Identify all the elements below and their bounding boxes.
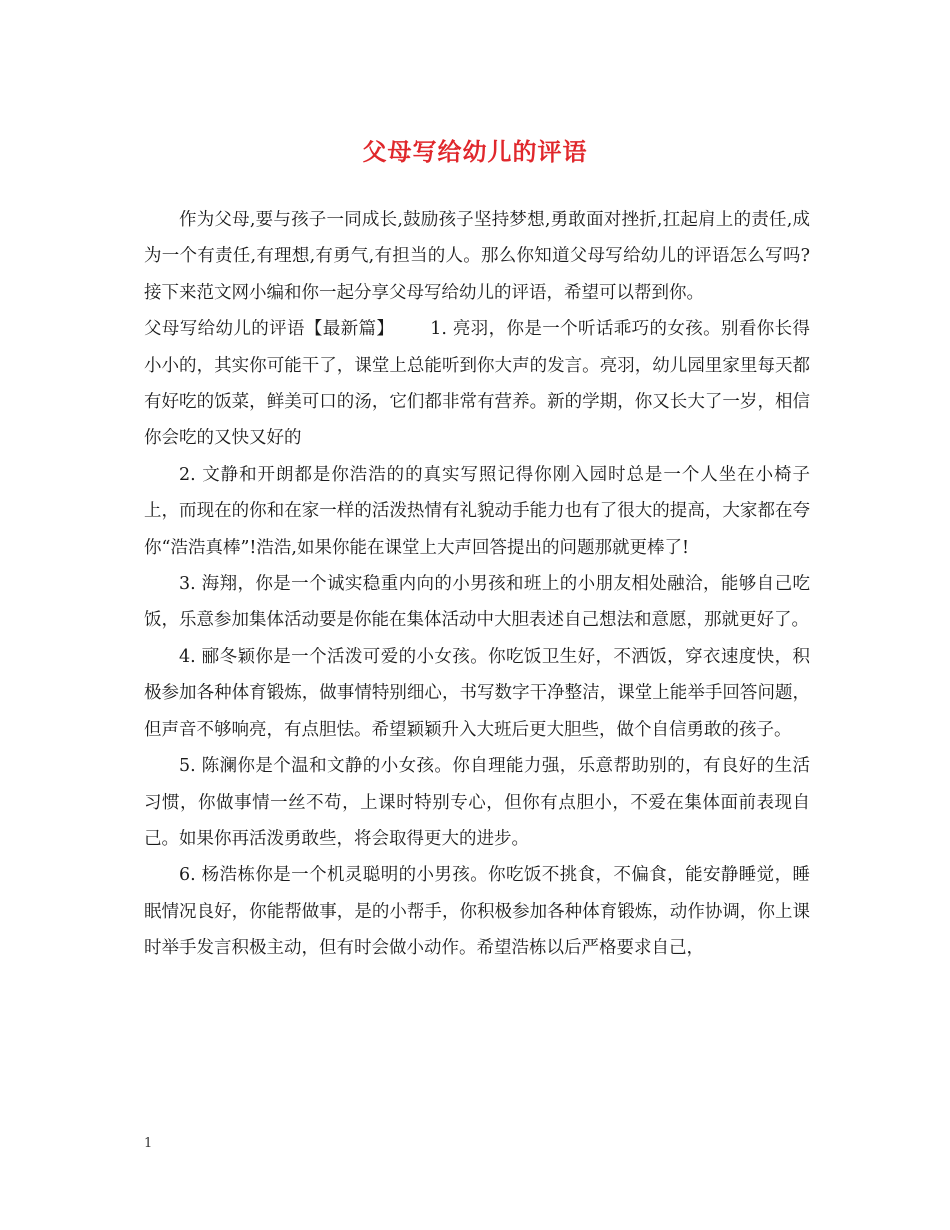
section-label: 父母写给幼儿的评语【最新篇】 [144,319,395,340]
section-paragraph [144,311,810,457]
comment-item-3: 3. 海翔，你是一个诚实稳重内向的小男孩和班上的小朋友相处融洽，能够自己吃饭，乐意参加集体活动要是你能在集体活动中大胆表述自己想法和意愿，那就更好了。 [144,574,810,631]
document-title: 父母写给幼儿的评语 [362,137,588,166]
comment-item-4: 4. 郦冬颖你是一个活泼可爱的小女孩。你吃饭卫生好，不洒饭，穿衣速度快，积极参加各种体育锻炼，做事情特别细心，书写数字干净整洁，课堂上能举手回答问题，但声音不够响亮，有点胆怯。希望颖颖升入大班后更大胆些，做个自信勇敢的孩子。 [144,646,810,740]
comment-item-2: 2. 文静和开朗都是你浩浩的的真实写照记得你刚入园时总是一个人坐在小椅子上，而现在的你和在家一样的活泼热情有礼貌动手能力也有了很大的提高，大家都在夸你“浩浩真棒”!浩浩,如果你能在课堂上大声回答提出的问题那就更棒了! [144,464,810,558]
comment-item-6: 6. 杨浩栋你是一个机灵聪明的小男孩。你吃饭不挑食，不偏食，能安静睡觉，睡眠情况良好，你能帮做事，是的小帮手，你积极参加各种体育锻炼，动作协调，你上课时举手发言积极主动，但有时会做小动作。希望浩栋以后严格要求自己， [144,865,810,959]
comment-item-1: 1. 亮羽，你是一个听话乖巧的女孩。别看你长得小小的，其实你可能干了，课堂上总能听到你大声的发言。亮羽，幼儿园里家里每天都有好吃的饭菜，鲜美可口的汤，它们都非常有营养。新的学期，你又长大了一岁，相信你会吃的又快又好的 [144,319,810,449]
document-body [144,202,810,967]
intro-paragraph: 作为父母,要与孩子一同成长,鼓励孩子坚持梦想,勇敢面对挫折,扛起肩上的责任,成为一个有责任,有理想,有勇气,有担当的人。那么你知道父母写给幼儿的评语怎么写吗?接下来范文网小编和你一起分享父母写给幼儿的评语，希望可以帮到你。 [144,210,810,303]
comment-item-5: 5. 陈澜你是个温和文静的小女孩。你自理能力强，乐意帮助别的，有良好的生活习惯，你做事情一丝不苟，上课时特别专心，但你有点胆小，不爱在集体面前表现自己。如果你再活泼勇敢些，将会取得更大的进步。 [144,756,810,849]
page-number: 1 [144,1136,153,1151]
